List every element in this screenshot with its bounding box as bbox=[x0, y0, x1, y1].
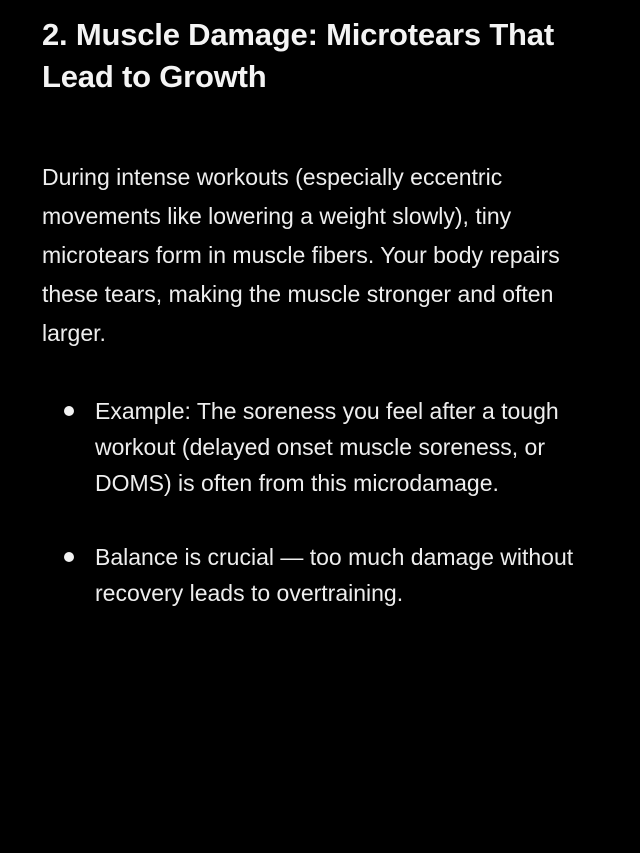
section-heading: 2. Muscle Damage: Microtears That Lead to Growth bbox=[42, 17, 554, 94]
bullet-text: Example: The soreness you feel after a tough workout (delayed onset muscle soreness, or DOMS) is often from this microdamage. bbox=[95, 398, 559, 496]
bullet-item-example bbox=[42, 393, 598, 501]
bullet-dot-icon bbox=[64, 552, 74, 562]
bullet-text: Balance is crucial — too much damage without recovery leads to overtraining. bbox=[95, 544, 574, 606]
bullet-item-balance bbox=[42, 539, 598, 611]
bullet-dot-icon bbox=[64, 406, 74, 416]
bullet-list bbox=[42, 393, 598, 611]
body-paragraph: During intense workouts (especially eccentric movements like lowering a weight slowly), tiny microtears form in muscle fibers. Your body repairs these tears, making the muscle stronger and often larger. bbox=[42, 164, 560, 346]
